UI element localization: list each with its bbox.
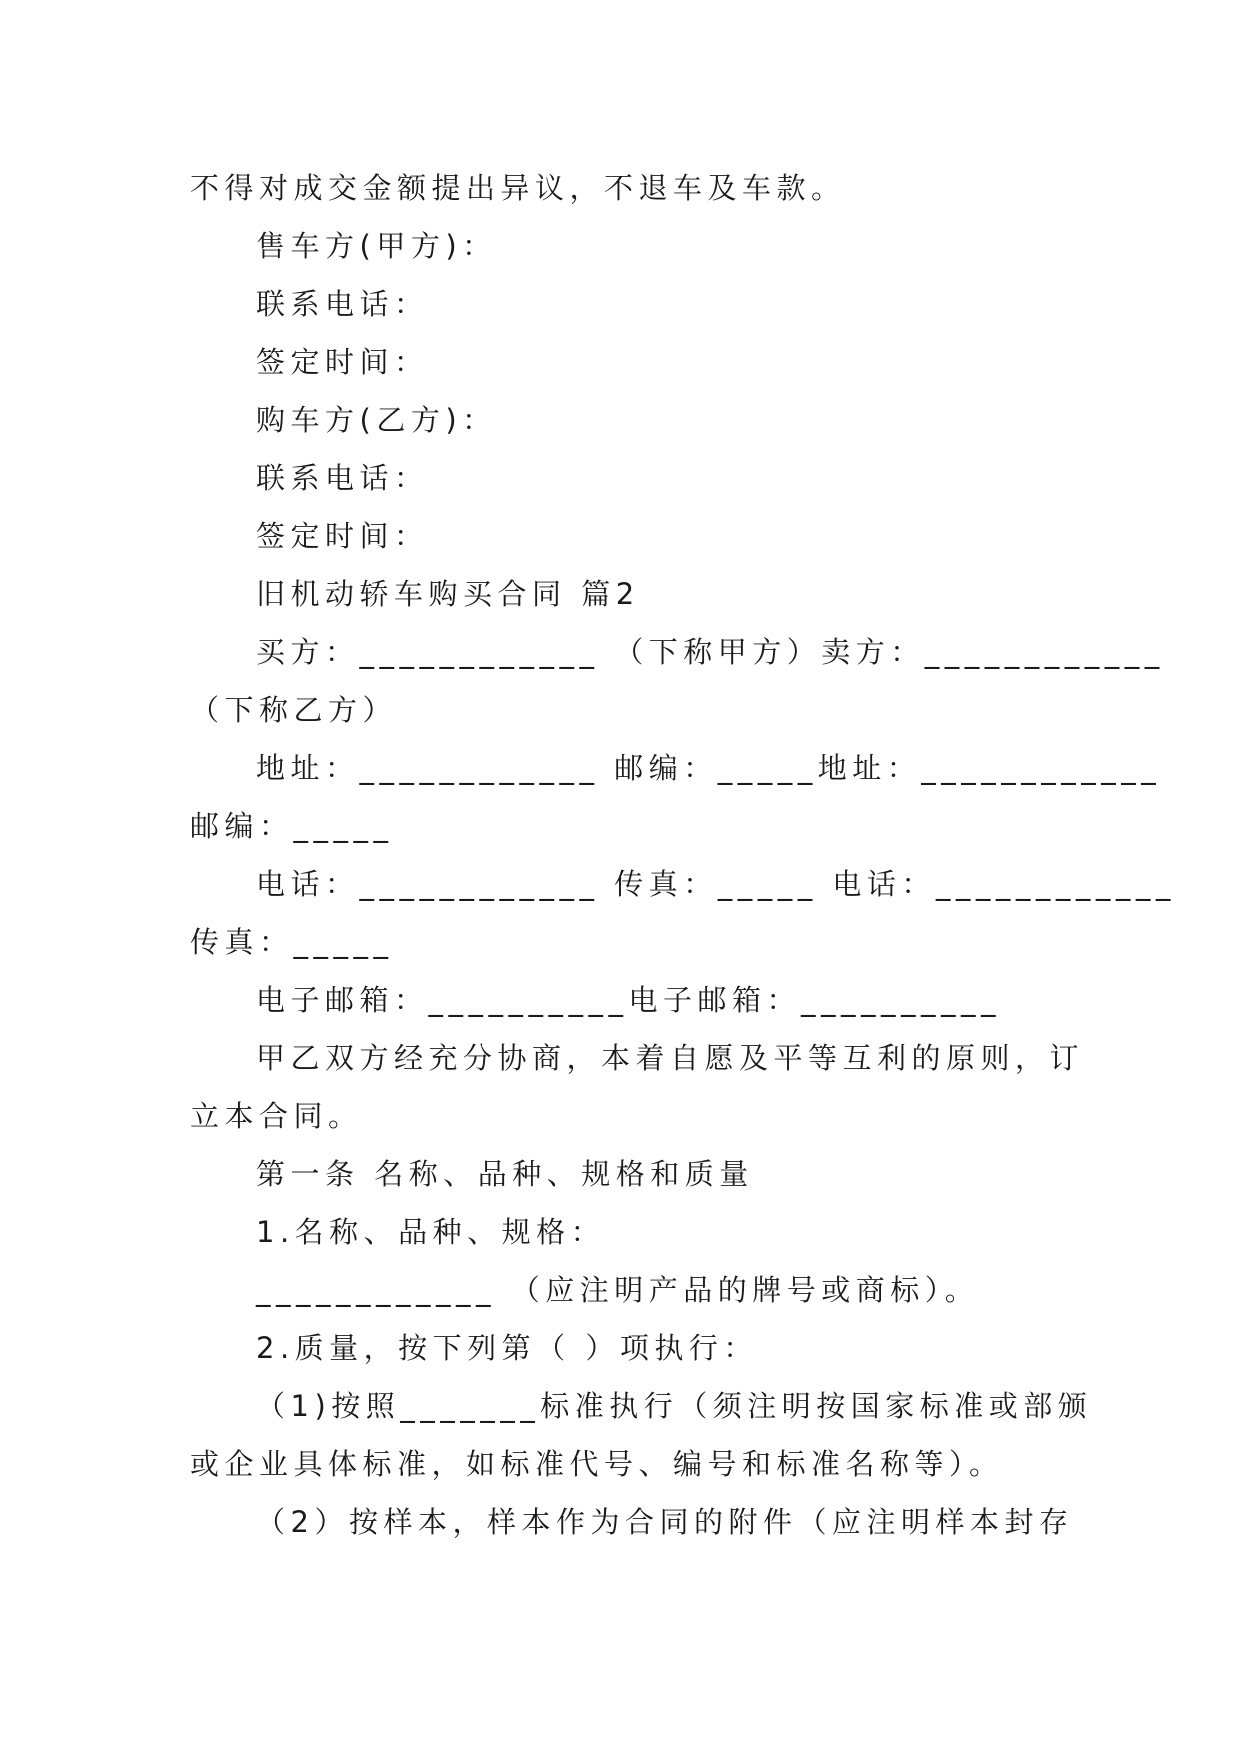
agreement-intro: 甲乙双方经充分协商，本着自愿及平等互利的原则，订 [256,1041,1085,1075]
paragraph-line: 不得对成交金额提出异议，不退车及车款。 [190,171,846,205]
clause-1: 1.名称、品种、规格： [256,1215,606,1249]
clause-2: 2.质量，按下列第（ ）项执行： [256,1331,758,1365]
buyer-sign-date-label: 签定时间： [256,519,429,553]
section-heading: 旧机动轿车购买合同 篇2 [256,577,640,611]
seller-label: 售车方(甲方)： [256,229,497,263]
postcode-line: 邮编：_____ [190,809,394,843]
seller-sign-date-label: 签定时间： [256,345,429,379]
buyer-phone-label: 联系电话： [256,461,429,495]
clause-2-item-1: （1)按照_______标准执行（须注明按国家标准或部颁 [256,1389,1093,1423]
clause-2-item-1-continued: 或企业具体标准，如标准代号、编号和标准名称等）。 [190,1447,1004,1481]
parties-line: 买方：____________ （下称甲方）卖方：____________ [256,635,1165,669]
clause-1-blank: ____________ （应注明产品的牌号或商标）。 [256,1273,980,1307]
clause-2-item-2: （2）按样本，样本作为合同的附件（应注明样本封存 [256,1505,1074,1539]
phone-fax-line: 电话：____________ 传真：_____ 电话：____________ [256,867,1176,901]
buyer-label: 购车方(乙方)： [256,403,497,437]
parties-line-continued: （下称乙方） [190,693,398,727]
article-one-heading: 第一条 名称、品种、规格和质量 [256,1157,754,1191]
agreement-intro-continued: 立本合同。 [190,1099,363,1133]
email-line: 电子邮箱：__________电子邮箱：__________ [256,983,1002,1017]
seller-phone-label: 联系电话： [256,287,429,321]
address-line: 地址：____________ 邮编：_____地址：____________ [256,751,1162,785]
fax-line: 传真：_____ [190,925,394,959]
